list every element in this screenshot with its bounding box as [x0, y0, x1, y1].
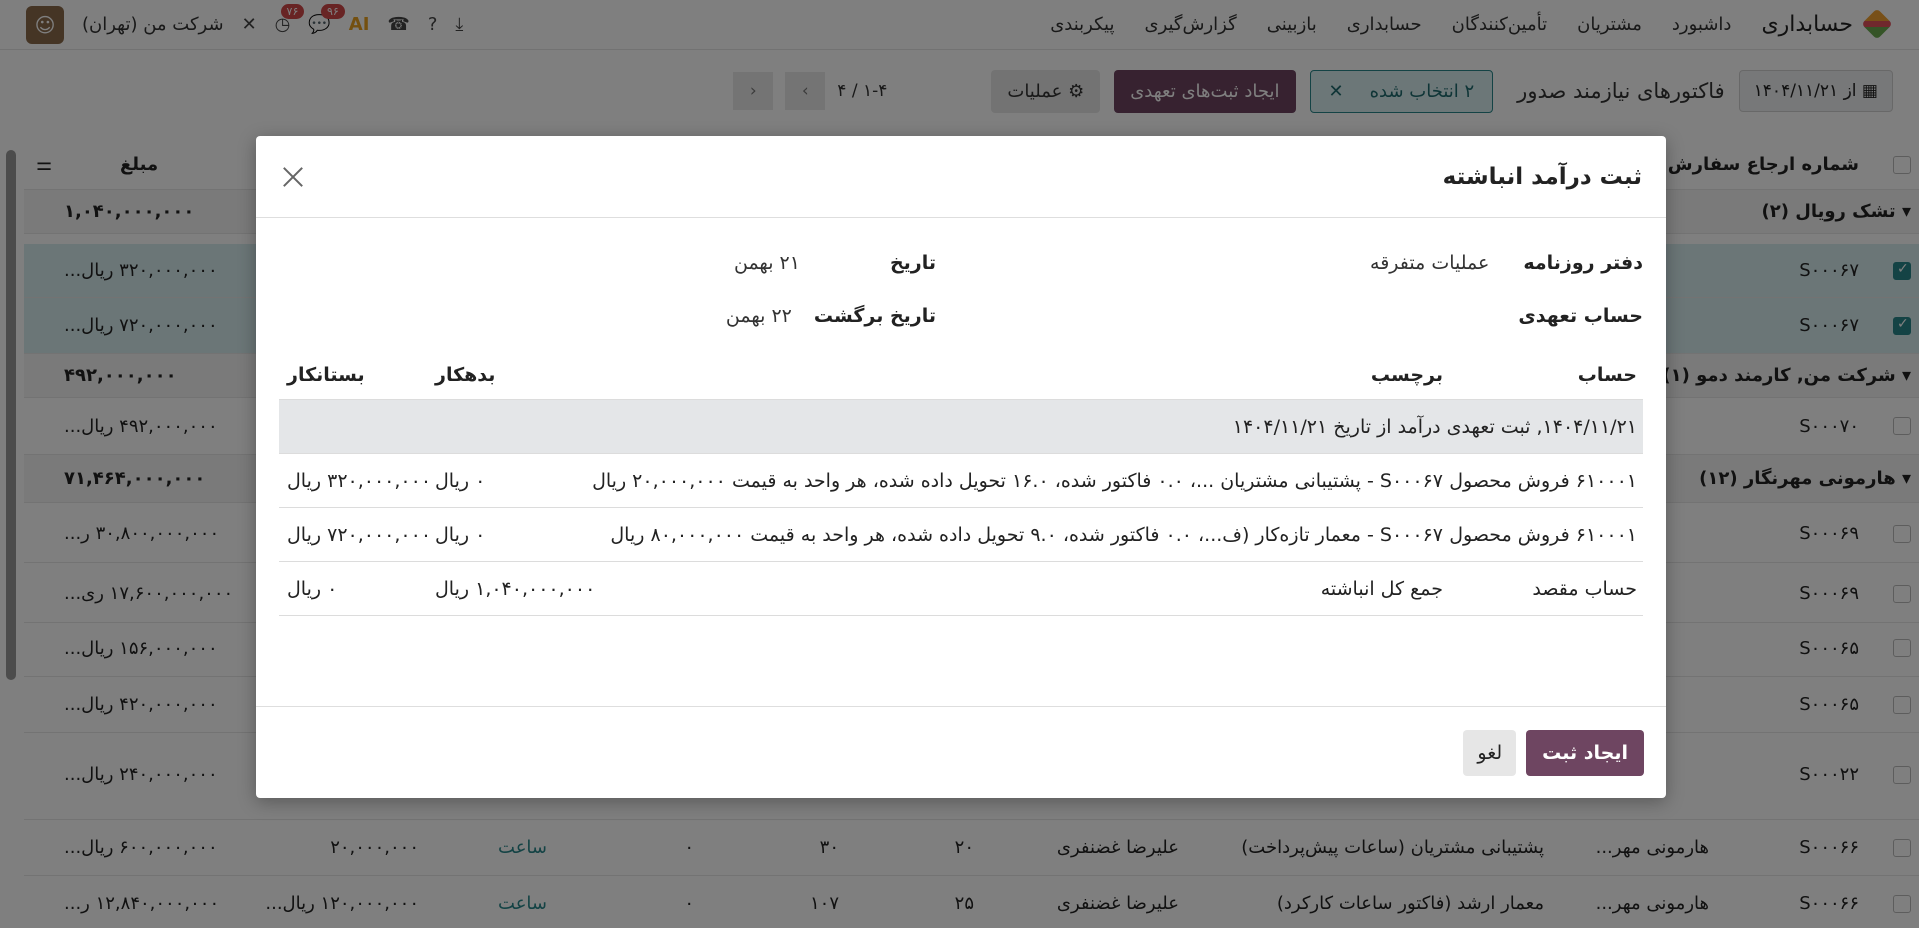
lines-header — [279, 350, 1643, 400]
dialog-title: ثبت درآمد انباشته — [1442, 163, 1642, 190]
dialog-header — [256, 136, 1666, 218]
table-row — [279, 508, 1643, 562]
line-account: ۶۱۰۰۰۱ فروش محصول — [1449, 469, 1637, 492]
accrual-account-label: حساب تعهدی — [1518, 305, 1643, 327]
reversal-date-field — [726, 305, 936, 327]
journal-value[interactable]: عملیات متفرقه — [1370, 252, 1490, 274]
col-account: حساب — [1577, 363, 1637, 386]
col-credit: بستانکار — [287, 363, 365, 386]
col-label: برچسب — [1370, 363, 1443, 386]
table-row — [279, 562, 1643, 616]
table-row — [279, 454, 1643, 508]
section-row — [279, 400, 1643, 454]
line-debit: ۰ ریال — [435, 469, 486, 492]
line-credit: ۷۲۰,۰۰۰,۰۰۰ ریال — [287, 523, 432, 546]
accrual-account-field — [1484, 305, 1643, 327]
date-value[interactable]: ۲۱ بهمن — [733, 252, 800, 274]
col-debit: بدهکار — [435, 363, 496, 386]
date-label: تاریخ — [889, 252, 936, 274]
line-account: ۶۱۰۰۰۱ فروش محصول — [1449, 523, 1637, 546]
section-label: ۱۴۰۴/۱۱/۲۱, ثبت تعهدی درآمد از تاریخ ۱۴۰۴/۱۱/۲۱ — [1232, 415, 1637, 438]
line-label: S۰۰۰۶۷ - معمار تازه‌کار (ف...، ۰.۰ فاکتور شده، ۹.۰ تحویل داده شده، هر واحد به قیمت ۸۰,۰۰۰,۰۰۰ ریال — [610, 523, 1443, 546]
journal-lines-table — [279, 350, 1643, 616]
close-icon[interactable] — [278, 162, 308, 192]
accrual-dialog — [256, 136, 1666, 798]
journal-field — [1370, 252, 1643, 274]
line-label: جمع کل انباشته — [1320, 577, 1443, 600]
line-credit: ۳۲۰,۰۰۰,۰۰۰ ریال — [287, 469, 432, 492]
reversal-date-value[interactable]: ۲۲ بهمن — [725, 305, 792, 327]
date-field — [734, 252, 936, 274]
dialog-footer — [256, 706, 1666, 798]
line-credit: ۰ ریال — [287, 577, 338, 600]
reversal-date-label: تاریخ برگشت — [813, 305, 936, 327]
line-account: حساب مقصد — [1532, 577, 1637, 600]
line-debit: ۱,۰۴۰,۰۰۰,۰۰۰ ریال — [435, 577, 596, 600]
journal-label: دفتر روزنامه — [1523, 252, 1643, 274]
line-debit: ۰ ریال — [435, 523, 486, 546]
line-label: S۰۰۰۶۷ - پشتیبانی مشتریان ...، ۰.۰ فاکتور شده، ۱۶.۰ تحویل داده شده، هر واحد به قیمت ۲۰,۰۰۰,۰۰۰ ریال — [592, 469, 1443, 492]
dialog-body — [256, 218, 1666, 706]
cancel-button[interactable]: لغو — [1463, 730, 1516, 776]
create-entry-button[interactable]: ایجاد ثبت — [1526, 730, 1644, 776]
